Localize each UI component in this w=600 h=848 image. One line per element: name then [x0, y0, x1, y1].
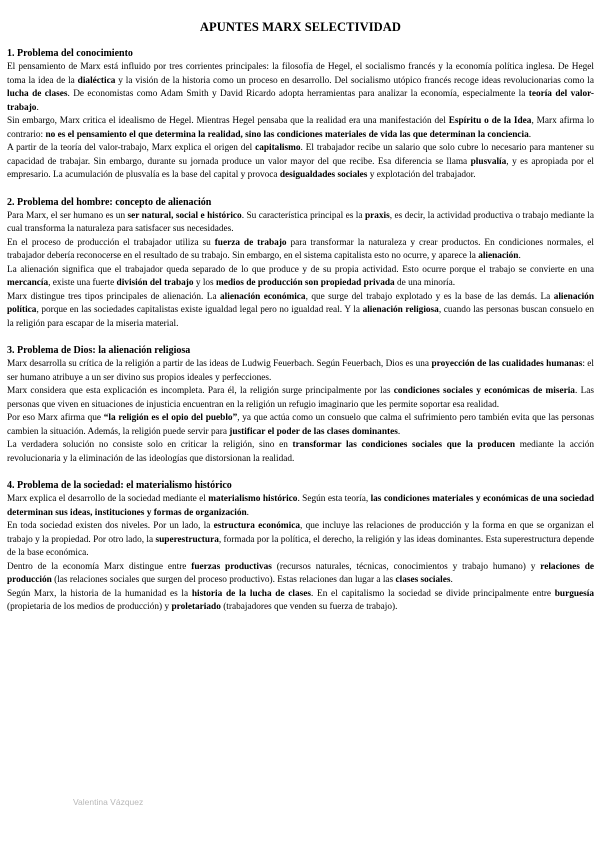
paragraph: [7, 210, 594, 237]
text-run: (trabajadores que venden su fuerza de trabajo).: [220, 602, 398, 612]
text-run: y la visión de la historia como un proceso en desarrollo. Del socialismo utópico francés recoge ideas revolucionarias como la: [115, 75, 594, 86]
text-run: .: [518, 251, 521, 261]
text-run: Marx desarrolla su crítica de la religión a partir de las ideas de Ludwig Feuerbach. Según Feuerbach, Dios es una: [7, 359, 432, 369]
text-run: Marx distingue tres tipos principales de alienación. La: [7, 291, 221, 302]
paragraph: [7, 264, 594, 291]
bold-term: las condiciones materiales y económicas de una sociedad determinan sus ideas, instituciones y formas de organización: [7, 494, 594, 518]
paragraph: [7, 358, 594, 385]
bold-term: alienación: [478, 251, 519, 261]
bold-term: fuerzas productivas: [191, 561, 272, 572]
bold-term: capitalismo: [255, 143, 301, 153]
bold-term: alienación económica: [220, 291, 306, 302]
bold-term: lucha de clases: [7, 89, 68, 99]
paragraph: [7, 493, 594, 520]
bold-term: dialéctica: [77, 75, 116, 86]
text-run: para transformar la naturaleza y crear productos. En condiciones normales, el trabajador debería reconocerse en el resultado de su trabajo. Sin embargo, en el sistema capitalista esto no ocurre, y aparece la: [7, 237, 594, 261]
bold-term: teoría del valor-trabajo: [7, 89, 594, 113]
text-run: Por eso Marx afirma que: [7, 413, 104, 423]
bold-term: relaciones de producción: [7, 561, 595, 585]
document-title: APUNTES MARX SELECTIVIDAD: [199, 20, 402, 34]
text-run: El pensamiento de Marx está influido por tres corrientes principales: la filosofía de Hegel, el socialismo francés y la economía política inglesa. De Hegel toma la idea de la: [7, 62, 594, 86]
bold-term: condiciones sociales y económicas de miseria: [393, 386, 575, 396]
text-run: En toda sociedad existen dos niveles. Por un lado, la: [7, 521, 214, 531]
bold-term: praxis: [364, 210, 390, 221]
bold-term: alienación política: [7, 291, 594, 315]
document-page: [7, 0, 594, 628]
text-run: Dentro de la economía Marx distingue entre: [7, 561, 192, 572]
bold-term: materialismo histórico: [208, 494, 298, 504]
text-run: Para Marx, el ser humano es un: [7, 210, 128, 221]
paragraph: [7, 385, 594, 412]
text-run: A partir de la teoría del valor-trabajo, Marx explica el origen del: [7, 143, 256, 153]
bold-term: desigualdades sociales: [279, 170, 368, 180]
paragraph: [7, 561, 594, 588]
text-run: , ya que actúa como un consuelo que calma el sufrimiento pero también evita que las personas cambien la situación. Además, la religión puede servir para: [7, 413, 594, 437]
text-run: .: [246, 507, 249, 518]
paragraph: [7, 439, 594, 466]
paragraph: [7, 588, 594, 615]
text-run: Marx considera que esta explicación es incompleta. Para él, la religión surge principalmente por las: [7, 386, 394, 396]
text-run: . Su característica principal es la: [241, 210, 365, 221]
footer-author-watermark: Valentina Vázquez: [73, 797, 144, 807]
section-heading: 3. Problema de Dios: la alienación religiosa: [7, 345, 191, 356]
bold-term: plusvalía: [470, 156, 507, 167]
text-run: (recursos naturales, técnicas, conocimientos y trabajo humano) y: [271, 561, 541, 572]
text-run: : el ser humano atribuye a un ser divino sus propios ideales y perfecciones.: [7, 359, 594, 383]
text-run: , porque en las sociedades capitalistas existe igualdad legal pero no igualdad real. Y la: [36, 305, 363, 315]
text-run: de una minoría.: [394, 278, 456, 288]
text-run: . El trabajador recibe un salario que solo cubre lo necesario para mantener su capacidad de trabajar. Sin embargo, durante su jornada produce un valor mayor del que recibe. Esa diferencia se llama: [7, 143, 594, 167]
bold-term: clases sociales: [395, 575, 451, 585]
section-god-religious-alienation: [7, 344, 594, 466]
bold-term: justificar el poder de las clases dominantes: [229, 426, 398, 437]
paragraph: [7, 412, 594, 439]
section-man-alienation: [7, 196, 594, 332]
bold-term: mercancía: [7, 278, 49, 288]
bold-term: medios de producción son propiedad privada: [216, 278, 395, 288]
text-run: y los: [193, 278, 216, 288]
bold-term: ser natural, social e histórico: [127, 210, 242, 221]
text-run: , cuando las personas buscan consuelo en la religión para escapar de la miseria material.: [7, 305, 594, 329]
bold-term: historia de la lucha de clases: [191, 588, 312, 599]
text-run: . De economistas como Adam Smith y David Ricardo adopta herramientas para analizar la economía, especialmente la: [67, 89, 529, 99]
text-run: (las relaciones sociales que surgen del proceso productivo). Estas relaciones dan lugar a las: [51, 575, 396, 585]
text-run: .: [397, 426, 401, 437]
text-run: . Las personas que viven en situaciones de injusticia encuentran en la religión un refugio imaginario que les permite soportar esa realidad.: [7, 386, 594, 410]
bold-term: no es el pensamiento el que determina la realidad, sino las condiciones materiales de vida las que determinan la conciencia: [45, 129, 529, 140]
section-heading: 1. Problema del conocimiento: [7, 48, 133, 59]
paragraph: [7, 520, 594, 561]
text-run: y explotación del trabajador.: [367, 170, 476, 180]
text-run: , es decir, la actividad productiva o trabajo mediante la cual transforma la naturaleza para satisfacer sus necesidades.: [7, 210, 594, 234]
text-run: Según Marx, la historia de la humanidad es la: [7, 588, 192, 599]
text-run: . En el capitalismo la sociedad se divide principalmente entre: [311, 588, 555, 599]
bold-term: burguesía: [554, 588, 595, 599]
bold-term: división del trabajo: [116, 278, 194, 288]
bold-term: Espíritu o de la Idea: [448, 116, 532, 126]
bold-term: transformar las condiciones sociales que la producen: [292, 440, 516, 450]
text-run: , y es apropiada por el empresario. La acumulación de plusvalía es la base del capital y provoca: [7, 156, 595, 180]
bold-term: proyección de las cualidades humanas: [431, 359, 583, 369]
bold-term: fuerza de trabajo: [214, 237, 287, 248]
bold-term: superestructura: [155, 534, 219, 545]
text-run: mediante la acción revolucionaria y la eliminación de las ideologías que distorsionan la realidad.: [7, 440, 594, 464]
text-run: , formada por la política, el derecho, la religión y las ideas dominantes. Esta superestructura depende de la base económica.: [7, 534, 594, 558]
text-run: . Según esta teoría,: [297, 494, 371, 504]
bold-term: alienación religiosa: [362, 305, 439, 315]
paragraph: [7, 115, 594, 142]
text-run: .: [528, 129, 532, 140]
text-run: .: [36, 102, 39, 113]
paragraph: [7, 291, 594, 332]
paragraph: [7, 61, 594, 115]
text-run: La verdadera solución no consiste solo en criticar la religión, sino en: [7, 440, 293, 450]
text-run: Sin embargo, Marx critica el idealismo de Hegel. Mientras Hegel pensaba que la realidad era una manifestación del: [7, 116, 449, 126]
bold-term: estructura económica: [213, 521, 300, 531]
paragraph: [7, 142, 594, 183]
text-run: En el proceso de producción el trabajador utiliza su: [7, 237, 215, 248]
bold-term: proletariado: [171, 602, 221, 612]
section-heading: 4. Problema de la sociedad: el materialismo histórico: [7, 480, 232, 491]
text-run: Marx explica el desarrollo de la sociedad mediante el: [7, 494, 209, 504]
section-knowledge: [7, 47, 594, 183]
text-run: .: [450, 575, 453, 585]
section-heading: 2. Problema del hombre: concepto de alienación: [7, 196, 212, 208]
text-run: (propietaria de los medios de producción) y: [7, 602, 172, 612]
paragraph: [7, 237, 594, 264]
text-run: , que surge del trabajo explotado y es la base de las demás. La: [305, 291, 554, 302]
text-run: , Marx afirma lo contrario:: [7, 116, 594, 140]
text-run: La alienación significa que el trabajador queda separado de lo que produce y de su propia actividad. Esto ocurre porque el trabajo se convierte en una: [7, 264, 594, 275]
text-run: , que incluye las relaciones de producción y la forma en que se organizan el trabajo y la propiedad. Por otro lado, la: [7, 521, 594, 545]
bold-term: “la religión es el opio del pueblo”: [103, 413, 238, 423]
text-run: , existe una fuerte: [48, 278, 117, 288]
section-society-historical-materialism: [7, 479, 594, 615]
